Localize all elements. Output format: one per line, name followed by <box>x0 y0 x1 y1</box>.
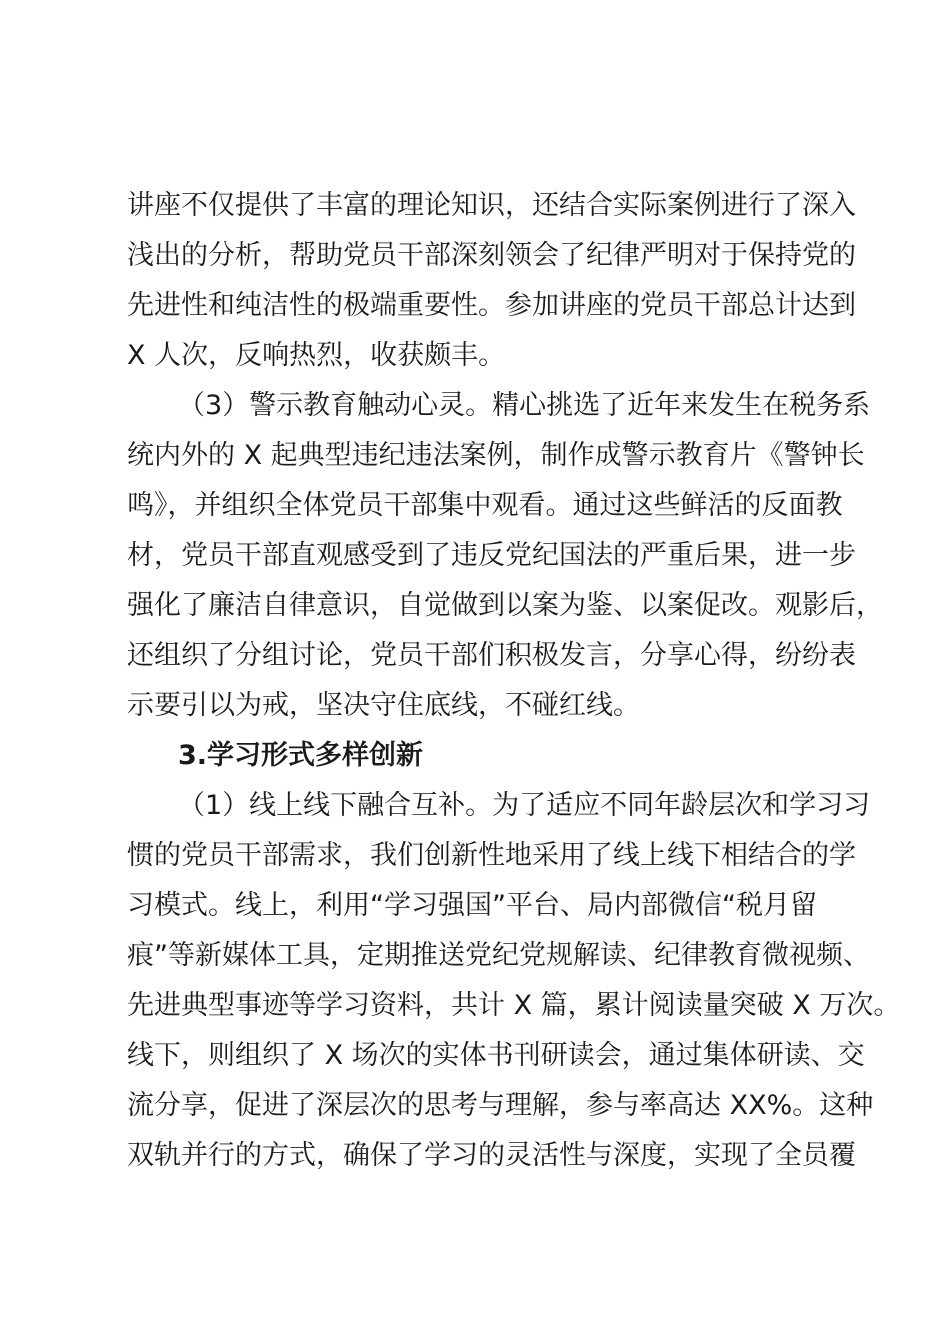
text-line: 痕”等新媒体工具，定期推送党纪党规解读、纪律教育微视频、 <box>127 940 870 971</box>
text-line: 还组织了分组讨论，党员干部们积极发言，分享心得，纷纷表 <box>127 640 856 671</box>
text-line: X 人次，反响热烈，收获颇丰。 <box>127 340 506 371</box>
text-line: 惯的党员干部需求，我们创新性地采用了线上线下相结合的学 <box>127 840 856 871</box>
text-line: （3）警示教育触动心灵。精心挑选了近年来发生在税务系 <box>178 390 871 421</box>
text-line: 先进性和纯洁性的极端重要性。参加讲座的党员干部总计达到 <box>127 290 856 321</box>
text-line: 讲座不仅提供了丰富的理论知识，还结合实际案例进行了深入 <box>127 190 856 221</box>
section-heading: 3.学习形式多样创新 <box>178 740 424 771</box>
text-line: 材，党员干部直观感受到了违反党纪国法的严重后果，进一步 <box>127 540 856 571</box>
text-line: 双轨并行的方式，确保了学习的灵活性与深度，实现了全员覆 <box>127 1140 856 1171</box>
text-line: 流分享，促进了深层次的思考与理解，参与率高达 XX%。这种 <box>127 1090 874 1121</box>
text-line: 浅出的分析，帮助党员干部深刻领会了纪律严明对于保持党的 <box>127 240 856 271</box>
text-line: 线下，则组织了 X 场次的实体书刊研读会，通过集体研读、交 <box>127 1040 865 1071</box>
text-line: （1）线上线下融合互补。为了适应不同年龄层次和学习习 <box>178 790 871 821</box>
text-line: 鸣》，并组织全体党员干部集中观看。通过这些鲜活的反面教 <box>127 490 843 521</box>
text-line: 示要引以为戒，坚决守住底线，不碰红线。 <box>127 690 640 721</box>
text-line: 习模式。线上，利用“学习强国”平台、局内部微信“税月留 <box>127 890 817 921</box>
text-line: 统内外的 X 起典型违纪违法案例，制作成警示教育片《警钟长 <box>127 440 865 471</box>
text-line: 强化了廉洁自律意识，自觉做到以案为鉴、以案促改。观影后， <box>127 590 883 621</box>
text-line: 先进典型事迹等学习资料，共计 X 篇，累计阅读量突破 X 万次。 <box>127 990 901 1021</box>
